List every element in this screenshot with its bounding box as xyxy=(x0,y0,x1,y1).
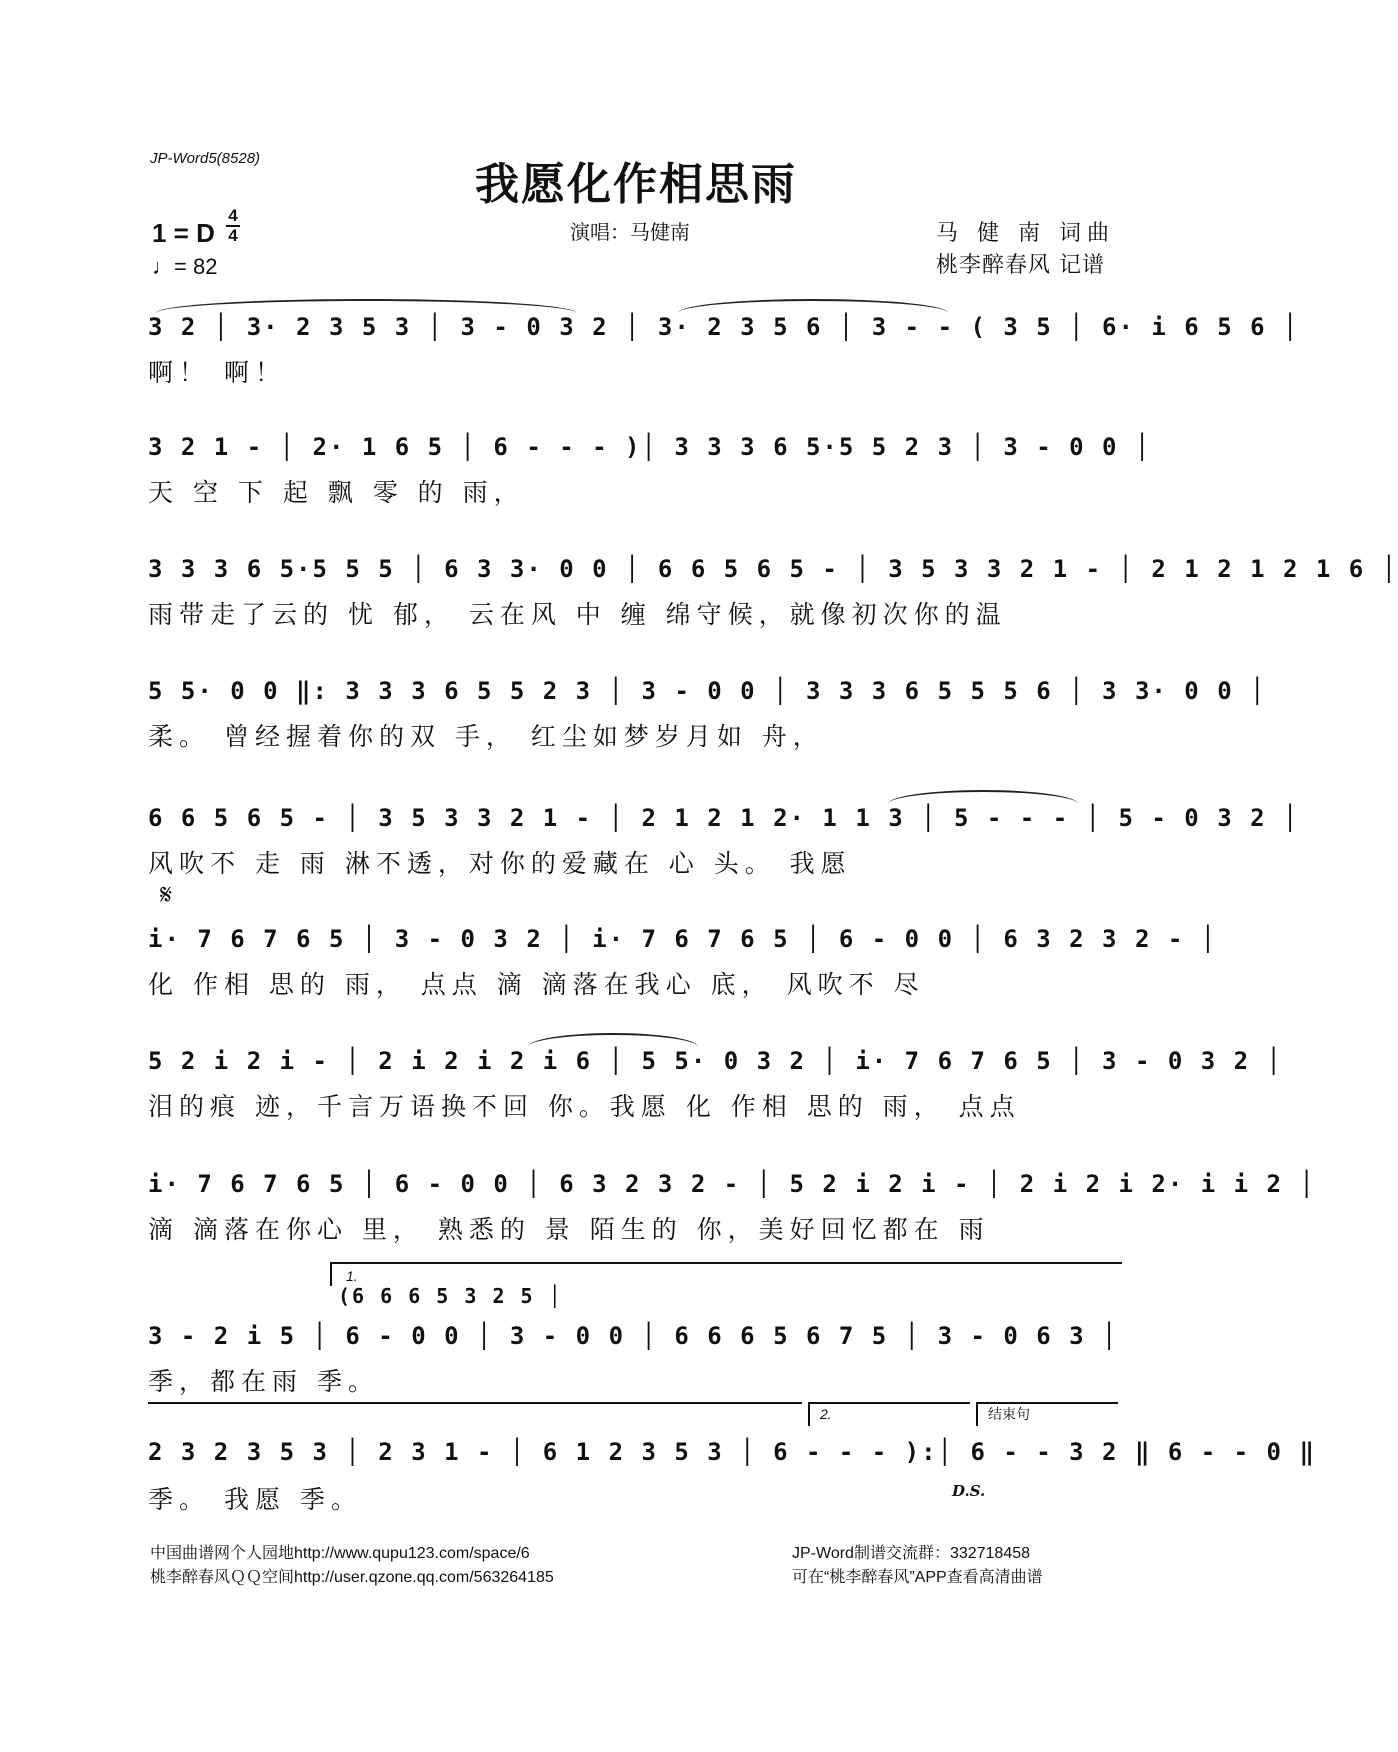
second-ending-label: 2. xyxy=(820,1406,832,1422)
lyric-line: 风吹不 走 雨 淋不透，对你的爱藏在 心 头。 我愿 xyxy=(148,849,852,878)
notation-line: 6 6 5 6 5 - │ 3 5 3 3 2 1 - │ 2 1 2 1 2· 1 1 3 │ 5 - - - │ 5 - 0 3 2 │ xyxy=(148,804,1300,832)
notation-line: 5 5· 0 0 ‖: 3 3 3 6 5 5 2 3 │ 3 - 0 0 │ 3 3 3 6 5 5 5 6 │ 3 3· 0 0 │ xyxy=(148,677,1267,705)
first-ending-bracket xyxy=(330,1262,1122,1286)
notation-line: 3 3 3 6 5·5 5 5 │ 6 3 3· 0 0 │ 6 6 5 6 5 - │ 3 5 3 3 2 1 - │ 2 1 2 1 2 1 6 │ xyxy=(148,555,1398,583)
slur xyxy=(156,299,576,313)
source-tag: JP-Word5(8528) xyxy=(150,150,261,167)
dal-segno-mark: D.S. xyxy=(952,1482,986,1500)
notation-line: i· 7 6 7 6 5 │ 6 - 0 0 │ 6 3 2 3 2 - │ 5 2 i 2 i - │ 2 i 2 i 2· i i 2 │ xyxy=(148,1170,1316,1198)
tempo-marking: ♩= 82 xyxy=(152,254,218,279)
key-signature: 1 = D xyxy=(152,218,215,248)
notation-line: 3 2 │ 3· 2 3 5 3 │ 3 - 0 3 2 │ 3· 2 3 5 6 │ 3 - - ( 3 5 │ 6· i 6 5 6 │ xyxy=(148,313,1300,341)
footer-link-qzone[interactable]: 桃李醉春风ＱＱ空间http://user.qzone.qq.com/563264185 xyxy=(150,1569,554,1586)
meter-top: 4 xyxy=(228,206,238,225)
lyric-line: 泪的痕 迹，千言万语换不回 你。我愿 化 作相 思的 雨， 点点 xyxy=(148,1092,1021,1121)
slur xyxy=(678,299,948,313)
composer-credit: 马 健 南 词曲 xyxy=(936,221,1115,246)
system-line xyxy=(148,1402,802,1404)
second-ending-bracket xyxy=(808,1402,970,1426)
notation-line: 3 2 1 - │ 2· 1 6 5 │ 6 - - - )│ 3 3 3 6 5·5 5 2 3 │ 3 - 0 0 │ xyxy=(148,433,1152,461)
notation-line: i· 7 6 7 6 5 │ 3 - 0 3 2 │ i· 7 6 7 6 5 │ 6 - 0 0 │ 6 3 2 3 2 - │ xyxy=(148,925,1218,953)
lyric-line: 化 作相 思的 雨， 点点 滴 滴落在我心 底， 风吹不 尽 xyxy=(148,970,925,999)
lyric-line: 雨带走了云的 忧 郁， 云在风 中 缠 绵守候，就像初次你的温 xyxy=(148,600,1007,629)
lyric-line: 柔。 曾经握着你的双 手， 红尘如梦岁月如 舟， xyxy=(148,722,824,751)
alternate-notation-line: (6 6 6 5 3 2 5 │ xyxy=(338,1284,563,1308)
slur xyxy=(888,790,1078,804)
transcriber-credit: 桃李醉春风 记谱 xyxy=(936,253,1105,278)
meter-bottom: 4 xyxy=(228,226,238,245)
coda-label: 结束句 xyxy=(988,1406,1030,1422)
lyric-line: 天 空 下 起 飘 零 的 雨， xyxy=(148,478,525,507)
lyric-line: 季。 我愿 季。 xyxy=(148,1485,362,1514)
time-signature xyxy=(226,208,240,244)
lyric-line: 啊！ 啊！ xyxy=(148,358,286,387)
first-ending-label: 1. xyxy=(346,1268,358,1284)
notation-line: 2 3 2 3 5 3 │ 2 3 1 - │ 6 1 2 3 5 3 │ 6 - - - ):│ 6 - - 3 2 ‖ 6 - - 0 ‖ xyxy=(148,1438,1316,1466)
slur xyxy=(528,1033,698,1047)
footer-app-info: 可在“桃李醉春风”APP查看高清曲谱 xyxy=(792,1569,1043,1586)
lyric-line: 季，都在雨 季。 xyxy=(148,1367,379,1396)
notation-line: 5 2 i 2 i - │ 2 i 2 i 2 i 6 │ 5 5· 0 3 2 │ i· 7 6 7 6 5 │ 3 - 0 3 2 │ xyxy=(148,1047,1283,1075)
segno-sign: 𝄋 xyxy=(160,878,173,911)
footer-link-qupu[interactable]: 中国曲谱网个人园地http://www.qupu123.com/space/6 xyxy=(150,1545,530,1562)
page-title: 我愿化作相思雨 xyxy=(475,159,797,210)
footer-group-info: JP-Word制谱交流群：332718458 xyxy=(792,1545,1031,1562)
lyric-line: 滴 滴落在你心 里， 熟悉的 景 陌生的 你，美好回忆都在 雨 xyxy=(148,1215,990,1244)
notation-line: 3 - 2 i 5 │ 6 - 0 0 │ 3 - 0 0 │ 6 6 6 5 6 7 5 │ 3 - 0 6 3 │ xyxy=(148,1322,1119,1350)
singer-credit: 演唱：马健南 xyxy=(570,220,690,244)
